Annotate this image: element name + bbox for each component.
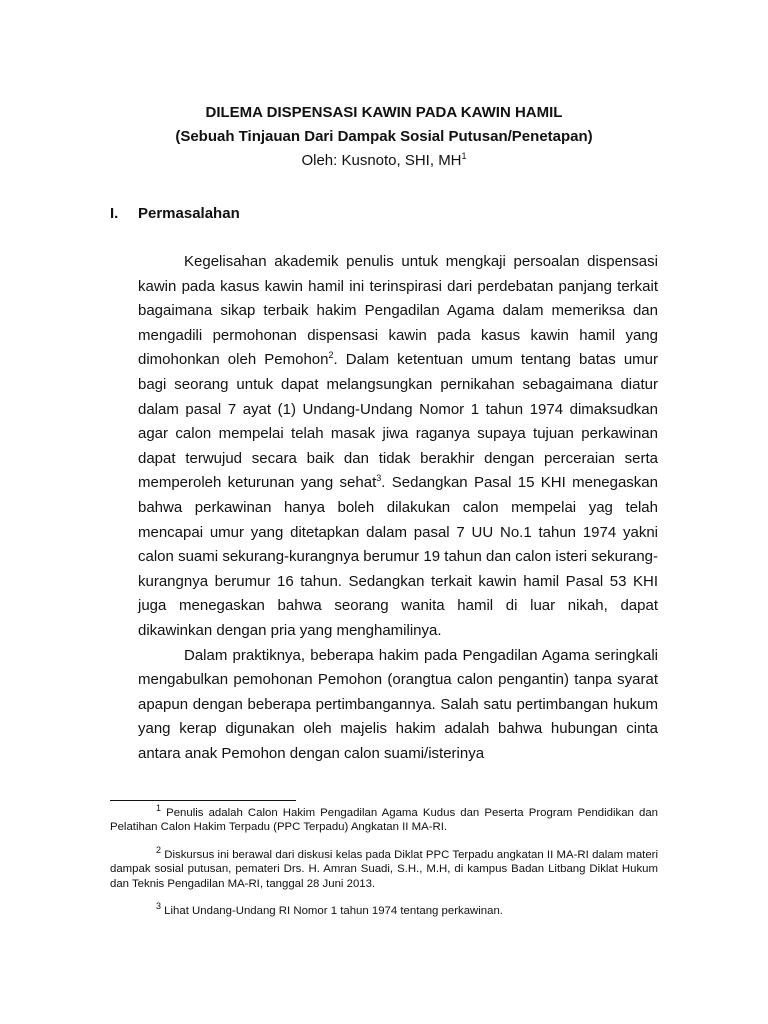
- footnote-2: [110, 845, 658, 891]
- footnote-ref-1[interactable]: 1: [461, 151, 467, 161]
- document-subtitle: [0, 128, 768, 145]
- paragraph-1-part-b: . Dalam ketentuan umum tentang batas umur bagi seorang untuk dapat melangsungkan pernikahan sebagaimana diatur dalam pasal 7 ayat (1) Undang-Undang Nomor 1 tahun 1974 dimaksudkan agar calon mempelai telah masak jiwa raganya supaya tujuan perkawinan dapat terwujud secara baik dan tidak berakhir dengan perceraian serta memperoleh keturunan yang sehat: [138, 351, 658, 492]
- footnote-1: [110, 803, 658, 835]
- author-name: Oleh: Kusnoto, SHI, MH: [301, 152, 462, 169]
- footnote-ref-2[interactable]: 2: [328, 350, 334, 361]
- section-heading: [110, 205, 240, 222]
- document-title-text: DILEMA DISPENSASI KAWIN PADA KAWIN HAMIL: [205, 104, 563, 121]
- footnote-text: Lihat Undang-Undang RI Nomor 1 tahun 1974 tentang perkawinan.: [161, 905, 503, 918]
- paragraph-1-part-c: . Sedangkan Pasal 15 KHI menegaskan bahwa perkawinan hanya boleh dilakukan calon mempelai yag telah mencapai umur yang ditetapkan dalam pasal 7 UU No.1 tahun 1974 yakni calon suami sekurang-kurangnya berumur 19 tahun dan calon isteri sekurang-kurangnya berumur 16 tahun. Sedangkan terkait kawin hamil Pasal 53 KHI juga menegaskan bahwa seorang wanita hamil di luar nikah, dapat dikawinkan dengan pria yang menghamilinya.: [138, 474, 658, 639]
- footnote-separator: [110, 800, 296, 801]
- footnote-text: Diskursus ini berawal dari diskusi kelas pada Diklat PPC Terpadu angkatan II MA-RI dalam materi dampak sosial putusan, pemateri Drs. H. Amran Suadi, S.H., M.H, di kampus Badan Litbang Diklat Hukum dan Teknis Pengadilan MA-RI, tanggal 28 Juni 2013.: [110, 848, 658, 890]
- document-title: [0, 104, 768, 121]
- footnote-number: 3: [156, 901, 162, 912]
- section-title: Permasalahan: [138, 205, 240, 222]
- footnote-number: 1: [156, 803, 162, 814]
- paragraph-1-part-a: Kegelisahan akademik penulis untuk mengkaji persoalan dispensasi kawin pada kasus kawin hamil ini terinspirasi dari perdebatan panjang terkait bagaimana sikap terbaik hakim Pengadilan Agama dalam memeriksa dan mengadili permohonan dispensasi kawin pada kasus kawin hamil yang dimohonkan oleh Pemohon: [138, 253, 658, 369]
- footnote-number: 2: [156, 845, 162, 856]
- footnotes: [110, 803, 658, 918]
- body-text: [138, 250, 658, 766]
- author-line: [0, 152, 768, 169]
- paragraph-1: [138, 250, 658, 644]
- paragraph-2: Dalam praktiknya, beberapa hakim pada Pengadilan Agama seringkali mengabulkan pemohonan Pemohon (orangtua calon pengantin) tanpa syarat apapun dengan beberapa pertimbangannya. Salah satu pertimbangan hukum yang kerap digunakan oleh majelis hakim adalah bahwa hubungan cinta antara anak Pemohon dengan calon suami/isterinya: [138, 646, 658, 762]
- document-subtitle-text: (Sebuah Tinjauan Dari Dampak Sosial Putusan/Penetapan): [175, 128, 593, 145]
- section-number: I.: [110, 205, 119, 222]
- footnote-ref-3[interactable]: 3: [376, 473, 382, 484]
- footnote-text: Penulis adalah Calon Hakim Pengadilan Agama Kudus dan Peserta Program Pendidikan dan Pelatihan Calon Hakim Terpadu (PPC Terpadu) Angkatan II MA-RI.: [110, 807, 658, 834]
- footnote-3: [110, 901, 658, 918]
